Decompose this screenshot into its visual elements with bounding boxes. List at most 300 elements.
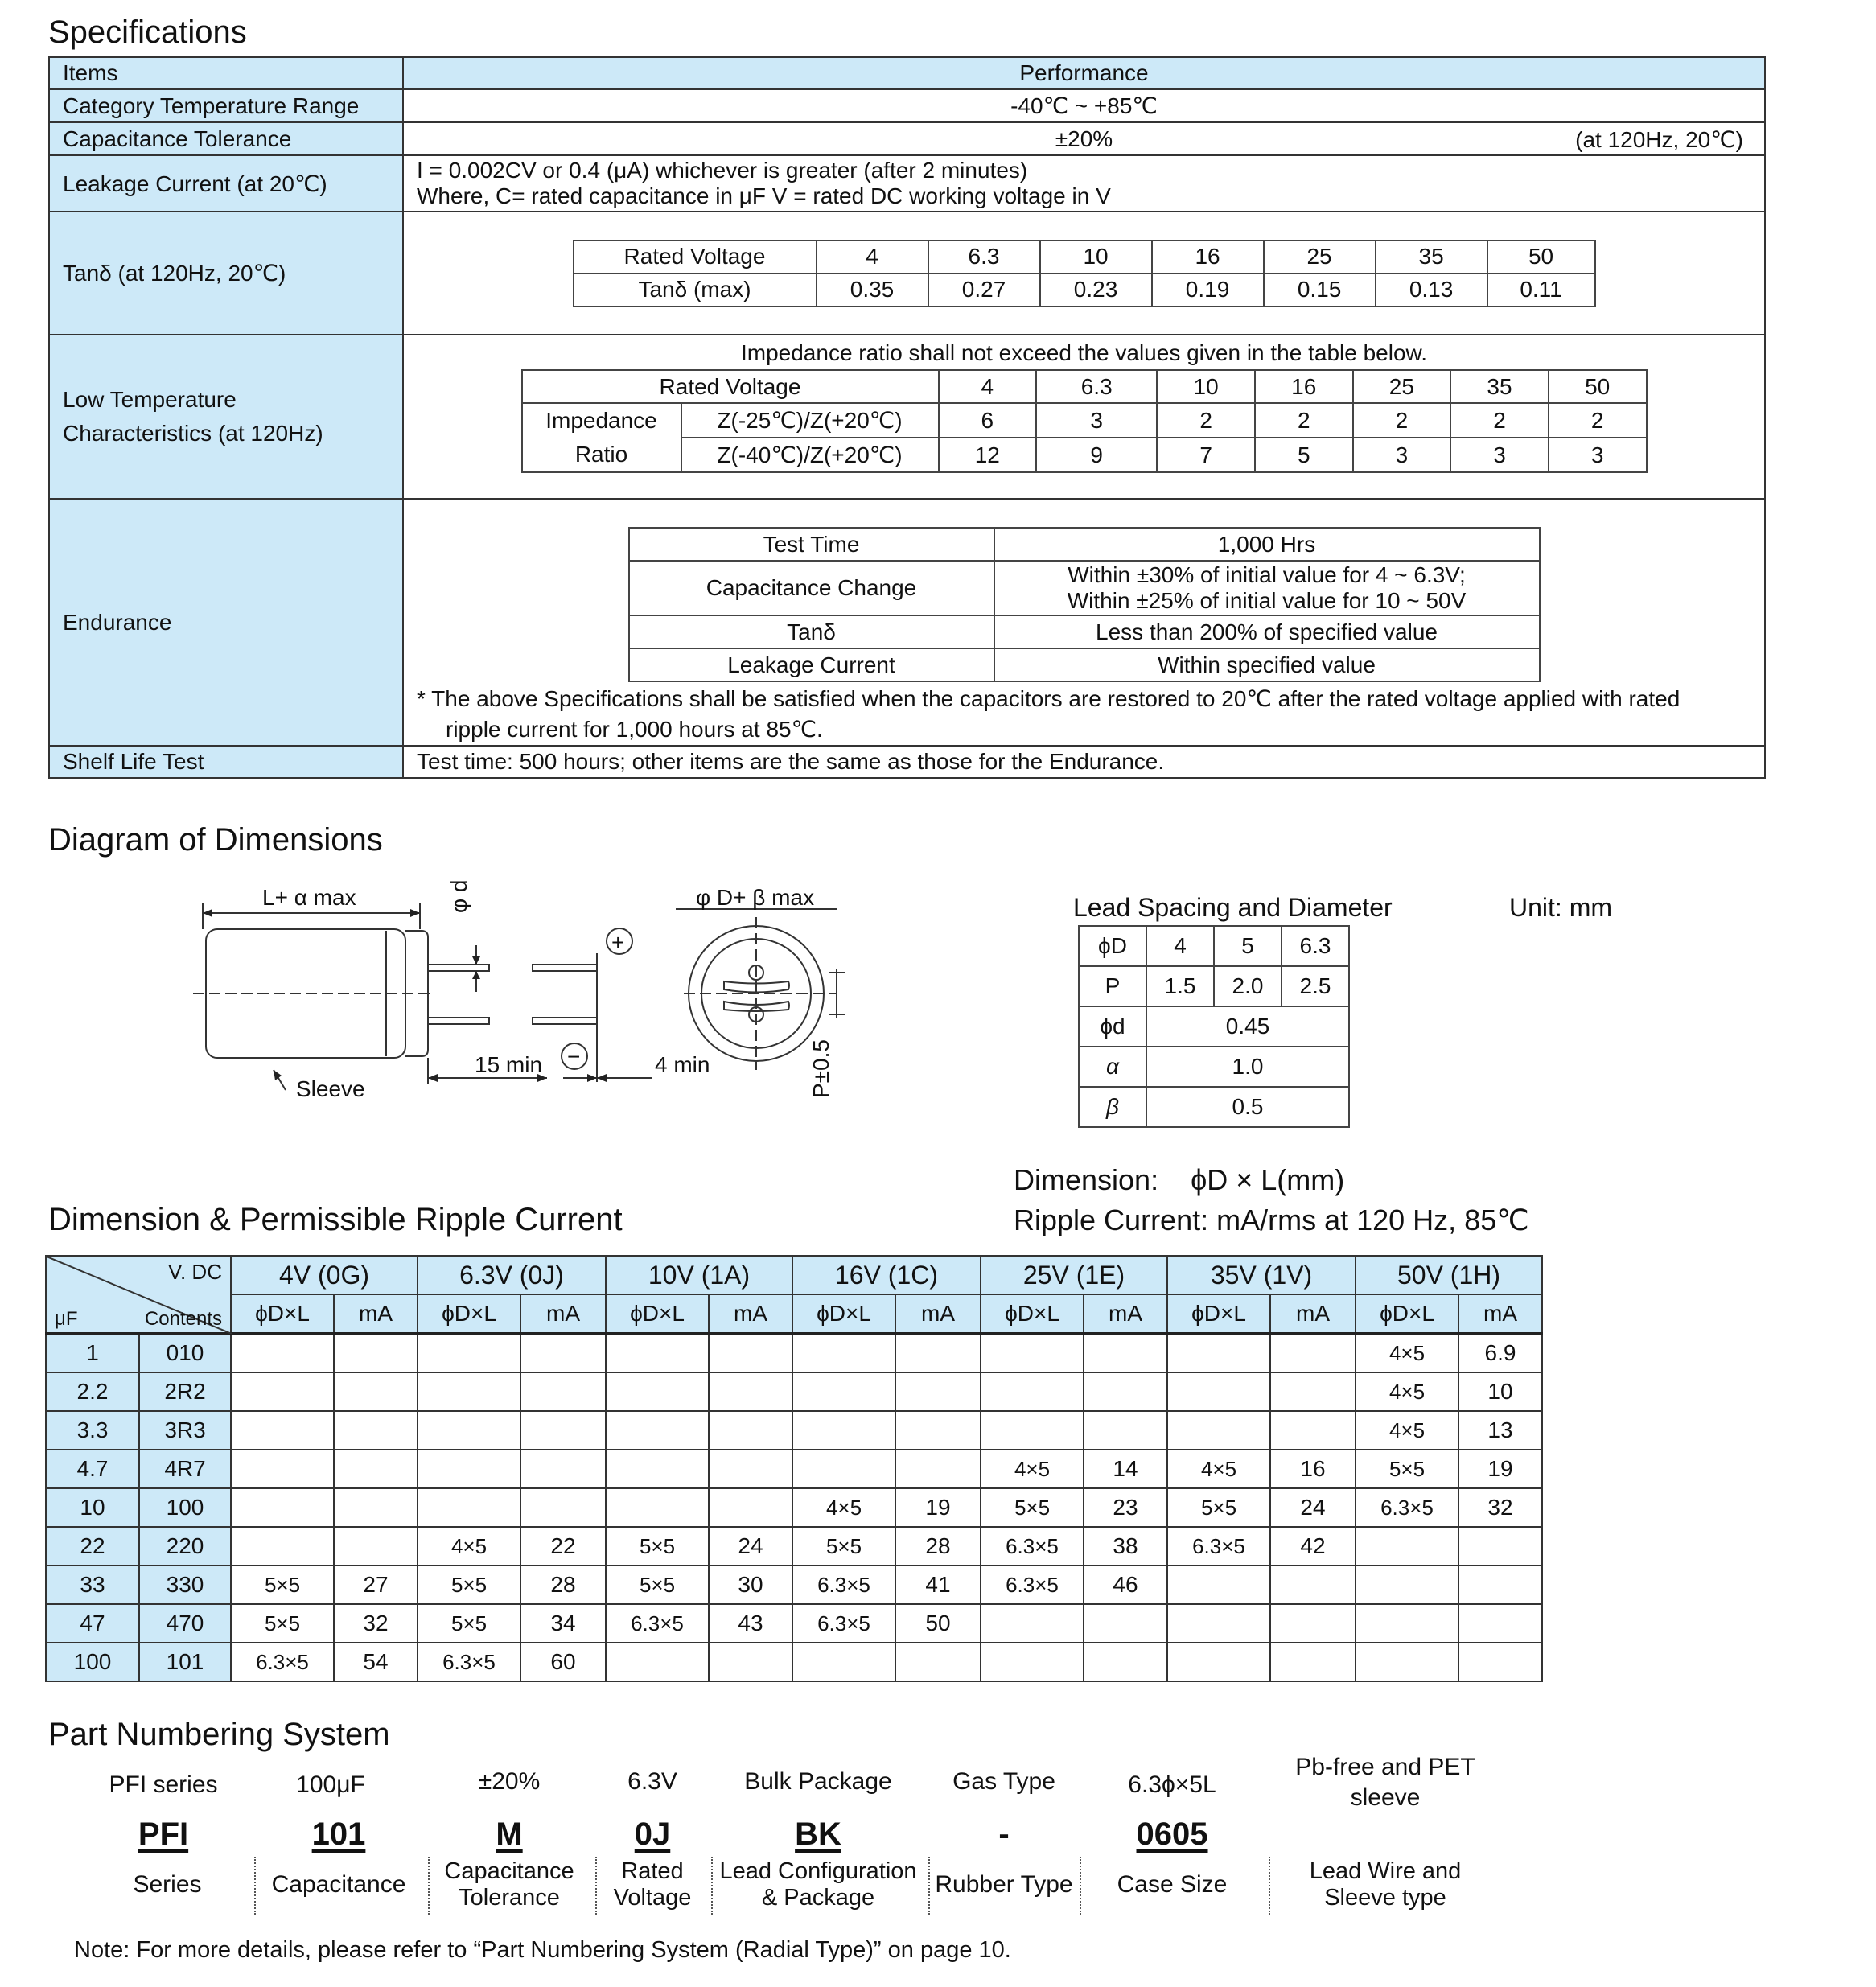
tan-voltage: 25 xyxy=(1264,241,1376,274)
separator xyxy=(428,1857,430,1915)
phiD-value: 6.3 xyxy=(1282,926,1349,966)
tan-max-label: Tanδ (max) xyxy=(574,274,817,306)
code-case: 0605 xyxy=(1136,1816,1208,1852)
z25-value: 2 xyxy=(1157,403,1255,438)
desc-capacitance: Capacitance xyxy=(271,1871,406,1898)
case-size-cell xyxy=(606,1450,709,1488)
desc-series: Series xyxy=(133,1871,202,1898)
impedance-table xyxy=(521,369,1648,473)
ripple-current-cell: 22 xyxy=(520,1527,606,1565)
phiD-value: 5 xyxy=(1214,926,1282,966)
z25-value: 2 xyxy=(1255,403,1353,438)
capacitance-cell: 10 xyxy=(46,1488,139,1527)
ripple-current-cell: 32 xyxy=(1458,1488,1542,1527)
capacitance-cell: 47 xyxy=(46,1604,139,1643)
ripple-current-cell xyxy=(520,1411,606,1450)
beta-label: β xyxy=(1079,1087,1146,1127)
case-size-cell xyxy=(418,1372,520,1411)
case-size-cell: 5×5 xyxy=(792,1527,895,1565)
ripple-current-cell xyxy=(895,1450,981,1488)
ripple-note: Ripple Current: mA/rms at 120 Hz, 85℃ xyxy=(1014,1203,1529,1236)
table-row xyxy=(46,1334,1542,1373)
ripple-current-cell xyxy=(334,1488,418,1527)
case-size-cell xyxy=(606,1372,709,1411)
contents-code-cell: 470 xyxy=(139,1604,231,1643)
case-size-cell: 5×5 xyxy=(418,1565,520,1604)
voltage-header: 25V (1E) xyxy=(981,1256,1167,1294)
case-size-cell: 5×5 xyxy=(231,1565,334,1604)
case-size-cell: 4×5 xyxy=(1356,1334,1458,1373)
part-note: Note: For more details, please refer to “Part Numbering System (Radial Type)” on page 10. xyxy=(74,1937,1011,1963)
case-size-cell: 5×5 xyxy=(606,1565,709,1604)
table-row xyxy=(46,1411,1542,1450)
impedance-voltage: 50 xyxy=(1549,370,1647,403)
impedance-rated-voltage-label: Rated Voltage xyxy=(522,370,939,403)
tan-voltage: 16 xyxy=(1152,241,1264,274)
desc-voltage-2: Voltage xyxy=(613,1885,692,1911)
case-size-cell xyxy=(1356,1643,1458,1681)
endurance-cap-change-line-1: Within ±30% of initial value for 4 ~ 6.3V; xyxy=(1068,562,1466,587)
diagram-title: Diagram of Dimensions xyxy=(48,822,383,858)
table-row xyxy=(46,1372,1542,1411)
ripple-current-cell xyxy=(520,1488,606,1527)
case-size-cell xyxy=(1167,1643,1270,1681)
case-size-cell xyxy=(792,1334,895,1373)
case-size-cell: 6.3×5 xyxy=(792,1604,895,1643)
ripple-current-cell: 41 xyxy=(895,1565,981,1604)
ripple-current-cell xyxy=(1458,1527,1542,1565)
separator xyxy=(254,1857,256,1915)
ripple-current-cell: 6.9 xyxy=(1458,1334,1542,1373)
ripple-current-cell xyxy=(1270,1604,1356,1643)
ripple-current-cell xyxy=(1270,1565,1356,1604)
code-tolerance: M xyxy=(496,1816,523,1852)
ripple-current-cell: 46 xyxy=(1084,1565,1167,1604)
case-size-cell xyxy=(418,1411,520,1450)
z40-value: 3 xyxy=(1450,438,1549,472)
ripple-current-cell: 28 xyxy=(520,1565,606,1604)
contents-code-cell: 2R2 xyxy=(139,1372,231,1411)
table-row xyxy=(46,1565,1542,1604)
case-size-cell xyxy=(1167,1334,1270,1373)
case-size-cell: 5×5 xyxy=(981,1488,1084,1527)
min15-label: 15 min xyxy=(475,1052,543,1077)
case-size-cell: 4×5 xyxy=(1356,1411,1458,1450)
desc-case: Case Size xyxy=(1117,1871,1228,1898)
ripple-current-cell: 50 xyxy=(895,1604,981,1643)
temp-range-value: -40℃ ~ +85℃ xyxy=(403,89,1765,122)
table-row xyxy=(46,1450,1542,1488)
endurance-leak-value: Within specified value xyxy=(994,648,1540,681)
ripple-current-cell xyxy=(709,1488,792,1527)
impedance-voltage: 25 xyxy=(1353,370,1451,403)
phi-D-beta-label: φ D+ β max xyxy=(696,885,815,910)
minus-symbol: − xyxy=(567,1044,581,1069)
table-row xyxy=(46,1527,1542,1565)
phid-value: 0.45 xyxy=(1146,1006,1349,1047)
case-size-cell xyxy=(792,1372,895,1411)
endurance-tan-label: Tanδ xyxy=(629,615,994,648)
case-size-cell xyxy=(606,1488,709,1527)
ma-header: mA xyxy=(1084,1294,1167,1334)
case-size-cell xyxy=(792,1643,895,1681)
contents-code-cell: 100 xyxy=(139,1488,231,1527)
voltage-header: 6.3V (0J) xyxy=(418,1256,606,1294)
tan-value: 0.19 xyxy=(1152,274,1264,306)
phiD-value: 4 xyxy=(1146,926,1214,966)
sleeve-label: Sleeve xyxy=(296,1076,365,1101)
case-size-cell xyxy=(606,1411,709,1450)
plus-symbol: + xyxy=(611,930,625,955)
code-voltage: 0J xyxy=(634,1816,671,1852)
separator xyxy=(1080,1857,1081,1915)
case-size-cell: 6.3×5 xyxy=(981,1527,1084,1565)
ripple-current-cell xyxy=(1270,1411,1356,1450)
tan-voltage: 50 xyxy=(1487,241,1595,274)
z40-value: 7 xyxy=(1157,438,1255,472)
alpha-label: α xyxy=(1079,1047,1146,1087)
endurance-test-time-value: 1,000 Hrs xyxy=(994,528,1540,561)
tan-voltage: 35 xyxy=(1376,241,1487,274)
z40-value: 5 xyxy=(1255,438,1353,472)
code-package: BK xyxy=(795,1816,841,1852)
z40-value: 3 xyxy=(1353,438,1451,472)
case-size-cell xyxy=(1167,1604,1270,1643)
ma-header: mA xyxy=(1458,1294,1542,1334)
dl-header: ϕD×L xyxy=(981,1294,1084,1334)
endurance-note-2: ripple current for 1,000 hours at 85℃. xyxy=(446,717,823,742)
voltage-header: 50V (1H) xyxy=(1356,1256,1542,1294)
case-size-cell xyxy=(981,1411,1084,1450)
z40-value: 12 xyxy=(939,438,1037,472)
case-size-cell xyxy=(1167,1372,1270,1411)
table-row xyxy=(46,1604,1542,1643)
z40-label: Z(-40℃)/Z(+20℃) xyxy=(681,438,939,472)
impedance-label: Impedance xyxy=(545,408,657,433)
part-top-rubber: Gas Type xyxy=(952,1768,1055,1795)
case-size-cell xyxy=(792,1450,895,1488)
specifications-table xyxy=(48,56,1766,779)
ma-header: mA xyxy=(334,1294,418,1334)
p-value: 1.5 xyxy=(1146,966,1214,1006)
endurance-note-1: * The above Specifications shall be satisfied when the capacitors are restored to 20℃ after the rated voltage applied with rated xyxy=(417,686,1681,711)
tan-rated-voltage-label: Rated Voltage xyxy=(574,241,817,274)
voltage-header: 16V (1C) xyxy=(792,1256,981,1294)
ma-header: mA xyxy=(520,1294,606,1334)
low-temp-intro: Impedance ratio shall not exceed the values given in the table below. xyxy=(740,340,1427,365)
desc-wire-1: Lead Wire and xyxy=(1309,1858,1462,1884)
ripple-current-cell: 16 xyxy=(1270,1450,1356,1488)
part-top-package: Bulk Package xyxy=(744,1768,892,1795)
part-top-sleeve-2: sleeve xyxy=(1350,1784,1421,1811)
case-size-cell xyxy=(418,1450,520,1488)
endurance-test-time-label: Test Time xyxy=(629,528,994,561)
lead-spacing-table xyxy=(1078,925,1350,1128)
case-size-cell xyxy=(792,1411,895,1450)
part-top-capacitance: 100μF xyxy=(296,1771,365,1798)
phiD-label: ϕD xyxy=(1079,926,1146,966)
phid-label: ϕd xyxy=(1079,1006,1146,1047)
min4-label: 4 min xyxy=(655,1052,710,1077)
tan-voltage: 4 xyxy=(817,241,928,274)
impedance-voltage: 10 xyxy=(1157,370,1255,403)
leakage-label: Leakage Current (at 20℃) xyxy=(49,155,403,212)
case-size-cell xyxy=(231,1411,334,1450)
ma-header: mA xyxy=(709,1294,792,1334)
capacitance-cell: 33 xyxy=(46,1565,139,1604)
tan-voltage: 10 xyxy=(1040,241,1152,274)
ripple-current-cell: 54 xyxy=(334,1643,418,1681)
ripple-current-cell: 13 xyxy=(1458,1411,1542,1450)
desc-tolerance-2: Tolerance xyxy=(459,1885,560,1911)
ripple-current-cell xyxy=(334,1334,418,1373)
desc-lead-2: & Package xyxy=(761,1885,875,1911)
ripple-current-cell: 42 xyxy=(1270,1527,1356,1565)
dl-header: ϕD×L xyxy=(1356,1294,1458,1334)
case-size-cell: 4×5 xyxy=(1356,1372,1458,1411)
case-size-cell: 6.3×5 xyxy=(606,1604,709,1643)
ripple-current-cell xyxy=(1458,1565,1542,1604)
case-size-cell: 6.3×5 xyxy=(1167,1527,1270,1565)
desc-wire-2: Sleeve type xyxy=(1324,1885,1446,1911)
case-size-cell: 4×5 xyxy=(418,1527,520,1565)
desc-tolerance-1: Capacitance xyxy=(444,1858,574,1884)
dl-header: ϕD×L xyxy=(1167,1294,1270,1334)
ripple-current-cell: 19 xyxy=(1458,1450,1542,1488)
unit-label: Unit: mm xyxy=(1509,893,1612,922)
p-label: P xyxy=(1079,966,1146,1006)
alpha-value: 1.0 xyxy=(1146,1047,1349,1087)
ripple-current-cell: 38 xyxy=(1084,1527,1167,1565)
l-alpha-label: L+ α max xyxy=(262,885,356,910)
tolerance-value: ±20% xyxy=(1055,125,1113,151)
contents-code-cell: 3R3 xyxy=(139,1411,231,1450)
case-size-cell: 5×5 xyxy=(606,1527,709,1565)
case-size-cell: 6.3×5 xyxy=(231,1643,334,1681)
case-size-cell: 6.3×5 xyxy=(792,1565,895,1604)
tan-value: 0.13 xyxy=(1376,274,1487,306)
tan-label: Tanδ (at 120Hz, 20℃) xyxy=(49,212,403,335)
case-size-cell xyxy=(231,1450,334,1488)
ripple-current-cell xyxy=(709,1643,792,1681)
ripple-current-cell xyxy=(1084,1643,1167,1681)
ripple-current-cell: 14 xyxy=(1084,1450,1167,1488)
contents-code-cell: 101 xyxy=(139,1643,231,1681)
lead-table-title: Lead Spacing and Diameter xyxy=(1073,893,1393,922)
ripple-current-cell xyxy=(709,1411,792,1450)
case-size-cell: 6.3×5 xyxy=(418,1643,520,1681)
ripple-current-cell: 27 xyxy=(334,1565,418,1604)
z25-value: 3 xyxy=(1036,403,1157,438)
dimension-drawing xyxy=(193,873,885,1122)
capacitance-cell: 3.3 xyxy=(46,1411,139,1450)
ripple-current-cell: 19 xyxy=(895,1488,981,1527)
temp-range-label: Category Temperature Range xyxy=(49,89,403,122)
code-series: PFI xyxy=(138,1816,189,1852)
ripple-current-cell xyxy=(1458,1604,1542,1643)
low-temp-label-2: Characteristics (at 120Hz) xyxy=(63,421,323,446)
case-size-cell xyxy=(1356,1527,1458,1565)
separator xyxy=(711,1857,713,1915)
ripple-current-cell: 23 xyxy=(1084,1488,1167,1527)
impedance-voltage: 35 xyxy=(1450,370,1549,403)
part-top-case: 6.3ϕ×5L xyxy=(1128,1771,1216,1798)
case-size-cell xyxy=(1356,1565,1458,1604)
capacitance-cell: 22 xyxy=(46,1527,139,1565)
dl-header: ϕD×L xyxy=(231,1294,334,1334)
case-size-cell: 4×5 xyxy=(981,1450,1084,1488)
table-row xyxy=(46,1488,1542,1527)
tan-value: 0.15 xyxy=(1264,274,1376,306)
case-size-cell: 6.3×5 xyxy=(1356,1488,1458,1527)
ripple-current-cell xyxy=(895,1334,981,1373)
case-size-cell: 5×5 xyxy=(1167,1488,1270,1527)
separator xyxy=(928,1857,930,1915)
separator xyxy=(1269,1857,1270,1915)
vdc-label: V. DC xyxy=(168,1260,222,1284)
ripple-current-cell xyxy=(1270,1372,1356,1411)
ripple-current-cell xyxy=(895,1643,981,1681)
capacitance-cell: 1 xyxy=(46,1334,139,1373)
ripple-current-cell xyxy=(1084,1411,1167,1450)
desc-lead-1: Lead Configuration xyxy=(719,1858,917,1884)
separator xyxy=(595,1857,597,1915)
ripple-current-cell xyxy=(334,1450,418,1488)
tan-value: 0.11 xyxy=(1487,274,1595,306)
ripple-current-cell xyxy=(709,1450,792,1488)
p-tolerance-label: P±0.5 xyxy=(808,1039,833,1098)
contents-label: Contents xyxy=(144,1308,222,1330)
case-size-cell xyxy=(606,1643,709,1681)
code-rubber: - xyxy=(998,1816,1010,1852)
case-size-cell xyxy=(606,1334,709,1373)
z25-label: Z(-25℃)/Z(+20℃) xyxy=(681,403,939,438)
dimension-note: Dimension: ϕD × L(mm) xyxy=(1014,1163,1345,1196)
performance-header: Performance xyxy=(403,57,1765,89)
shelf-life-value: Test time: 500 hours; other items are the same as those for the Endurance. xyxy=(403,746,1765,778)
case-size-cell xyxy=(981,1372,1084,1411)
ripple-current-cell xyxy=(1458,1643,1542,1681)
capacitance-cell: 4.7 xyxy=(46,1450,139,1488)
ripple-current-cell xyxy=(520,1372,606,1411)
ripple-current-cell xyxy=(1084,1334,1167,1373)
dl-header: ϕD×L xyxy=(418,1294,520,1334)
case-size-cell xyxy=(231,1372,334,1411)
contents-code-cell: 010 xyxy=(139,1334,231,1373)
case-size-cell xyxy=(981,1604,1084,1643)
case-size-cell xyxy=(231,1527,334,1565)
ripple-current-cell xyxy=(895,1372,981,1411)
impedance-voltage: 6.3 xyxy=(1036,370,1157,403)
case-size-cell xyxy=(231,1334,334,1373)
ripple-current-cell: 28 xyxy=(895,1527,981,1565)
case-size-cell xyxy=(418,1334,520,1373)
ripple-current-cell xyxy=(1270,1334,1356,1373)
voltage-header: 35V (1V) xyxy=(1167,1256,1356,1294)
voltage-header: 10V (1A) xyxy=(606,1256,792,1294)
endurance-table xyxy=(628,527,1541,682)
leakage-line-2: Where, C= rated capacitance in μF V = rated DC working voltage in V xyxy=(417,183,1111,208)
contents-code-cell: 220 xyxy=(139,1527,231,1565)
ripple-current-cell xyxy=(520,1334,606,1373)
ripple-title: Dimension & Permissible Ripple Current xyxy=(48,1202,623,1237)
case-size-cell: 4×5 xyxy=(1167,1450,1270,1488)
case-size-cell: 6.3×5 xyxy=(981,1565,1084,1604)
ratio-label: Ratio xyxy=(574,442,628,467)
ripple-current-cell: 43 xyxy=(709,1604,792,1643)
code-capacitance: 101 xyxy=(311,1816,366,1852)
capacitance-cell: 100 xyxy=(46,1643,139,1681)
uf-label: μF xyxy=(55,1308,78,1330)
tan-value: 0.27 xyxy=(928,274,1040,306)
ripple-current-cell: 34 xyxy=(520,1604,606,1643)
z25-value: 2 xyxy=(1353,403,1451,438)
case-size-cell: 5×5 xyxy=(418,1604,520,1643)
ripple-current-cell xyxy=(895,1411,981,1450)
case-size-cell: 5×5 xyxy=(231,1604,334,1643)
ripple-table xyxy=(45,1255,1543,1682)
tan-voltage: 6.3 xyxy=(928,241,1040,274)
case-size-cell xyxy=(1167,1565,1270,1604)
z25-value: 6 xyxy=(939,403,1037,438)
case-size-cell xyxy=(1356,1604,1458,1643)
ripple-current-cell: 10 xyxy=(1458,1372,1542,1411)
ripple-current-cell xyxy=(334,1527,418,1565)
endurance-label: Endurance xyxy=(49,499,403,746)
endurance-leak-label: Leakage Current xyxy=(629,648,994,681)
p-value: 2.0 xyxy=(1214,966,1282,1006)
ripple-current-cell: 24 xyxy=(709,1527,792,1565)
ripple-current-cell xyxy=(334,1411,418,1450)
tan-table xyxy=(573,240,1596,307)
shelf-life-label: Shelf Life Test xyxy=(49,746,403,778)
ripple-current-cell: 32 xyxy=(334,1604,418,1643)
voltage-header: 4V (0G) xyxy=(231,1256,418,1294)
ripple-current-cell xyxy=(709,1334,792,1373)
contents-code-cell: 330 xyxy=(139,1565,231,1604)
ripple-current-cell xyxy=(520,1450,606,1488)
ripple-current-cell: 24 xyxy=(1270,1488,1356,1527)
tolerance-label: Capacitance Tolerance xyxy=(49,122,403,155)
part-top-tolerance: ±20% xyxy=(478,1768,541,1795)
ripple-current-cell xyxy=(1084,1372,1167,1411)
ripple-current-cell xyxy=(334,1372,418,1411)
case-size-cell xyxy=(418,1488,520,1527)
items-header: Items xyxy=(49,57,403,89)
contents-code-cell: 4R7 xyxy=(139,1450,231,1488)
case-size-cell: 5×5 xyxy=(1356,1450,1458,1488)
case-size-cell xyxy=(1167,1411,1270,1450)
ripple-current-cell xyxy=(1270,1643,1356,1681)
ripple-current-cell: 30 xyxy=(709,1565,792,1604)
beta-value: 0.5 xyxy=(1146,1087,1349,1127)
case-size-cell xyxy=(981,1334,1084,1373)
capacitance-cell: 2.2 xyxy=(46,1372,139,1411)
ma-header: mA xyxy=(895,1294,981,1334)
ma-header: mA xyxy=(1270,1294,1356,1334)
table-row xyxy=(46,1643,1542,1681)
z25-value: 2 xyxy=(1450,403,1549,438)
desc-voltage-1: Rated xyxy=(621,1858,684,1884)
specifications-title: Specifications xyxy=(48,14,247,50)
part-top-voltage: 6.3V xyxy=(627,1768,677,1795)
ripple-current-cell xyxy=(709,1372,792,1411)
ripple-current-cell xyxy=(1084,1604,1167,1643)
dl-header: ϕD×L xyxy=(792,1294,895,1334)
tolerance-note: (at 120Hz, 20℃) xyxy=(1575,126,1743,152)
part-numbering-title: Part Numbering System xyxy=(48,1717,390,1752)
part-top-sleeve-1: Pb-free and PET xyxy=(1295,1754,1475,1780)
